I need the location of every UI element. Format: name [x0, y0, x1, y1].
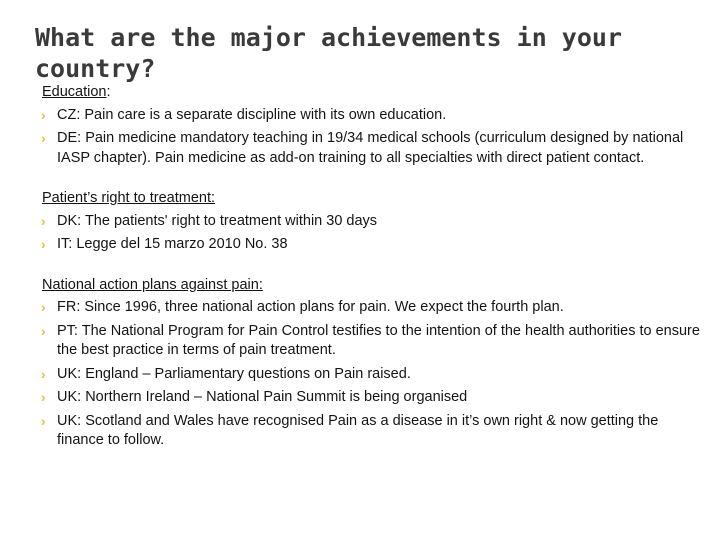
list-item: [42, 235, 702, 255]
list-item: [42, 412, 702, 451]
section-heading-suffix: :: [106, 84, 111, 100]
list-item: [42, 365, 702, 385]
bullet-list: [42, 106, 702, 169]
page-title: What are the major achievements in your country?: [35, 23, 622, 83]
chevron-right-icon: ›: [41, 106, 46, 123]
chevron-right-icon: ›: [41, 212, 46, 229]
section-heading: National action plans against pain:: [42, 276, 263, 293]
chevron-right-icon: ›: [41, 412, 46, 429]
list-item-text: UK: Northern Ireland – National Pain Summit is being organised: [57, 389, 468, 405]
chevron-right-icon: ›: [41, 322, 46, 339]
section-heading-line: [42, 276, 702, 296]
list-item: [42, 212, 702, 232]
list-item: [42, 388, 702, 408]
section-heading: Patient’s right to treatment:: [42, 190, 216, 206]
section-heading: Education: [42, 84, 107, 100]
list-item-text: FR: Since 1996, three national action plans for pain. We expect the fourth plan.: [57, 299, 564, 315]
list-item-text: CZ: Pain care is a separate discipline with its own education.: [57, 106, 447, 123]
slide-content: [42, 83, 702, 455]
section-action-plans: [42, 276, 702, 451]
section-heading-line: [42, 189, 702, 209]
list-item: [42, 322, 702, 361]
chevron-right-icon: ›: [41, 365, 46, 382]
list-item-text: IT: Legge del 15 marzo 2010 No. 38: [57, 236, 288, 252]
chevron-right-icon: ›: [41, 130, 46, 146]
list-item: [42, 106, 702, 126]
list-item-text: DE: Pain medicine mandatory teaching in 19/34 medical schools (curriculum designed by national IASP chapter). Pain medicine as add-on training to all specialties with direct patient contact.: [57, 130, 684, 166]
section-patients-right: [42, 189, 702, 255]
list-item-text: PT: The National Program for Pain Control testifies to the intention of the health authorities to ensure the best practice in terms of pain treatment.: [57, 322, 700, 358]
list-item-text: UK: Scotland and Wales have recognised Pain as a disease in it’s own right & now getting the finance to follow.: [57, 412, 659, 448]
chevron-right-icon: ›: [41, 389, 46, 405]
chevron-right-icon: ›: [41, 236, 46, 252]
chevron-right-icon: ›: [41, 299, 46, 315]
section-heading-line: [42, 83, 702, 103]
list-item: [42, 129, 702, 168]
bullet-list: [42, 212, 702, 255]
list-item: [42, 298, 702, 318]
list-item-text: UK: England – Parliamentary questions on Pain raised.: [57, 365, 411, 382]
list-item-text: DK: The patients' right to treatment within 30 days: [57, 212, 378, 229]
bullet-list: [42, 298, 702, 451]
section-education: [42, 83, 702, 168]
